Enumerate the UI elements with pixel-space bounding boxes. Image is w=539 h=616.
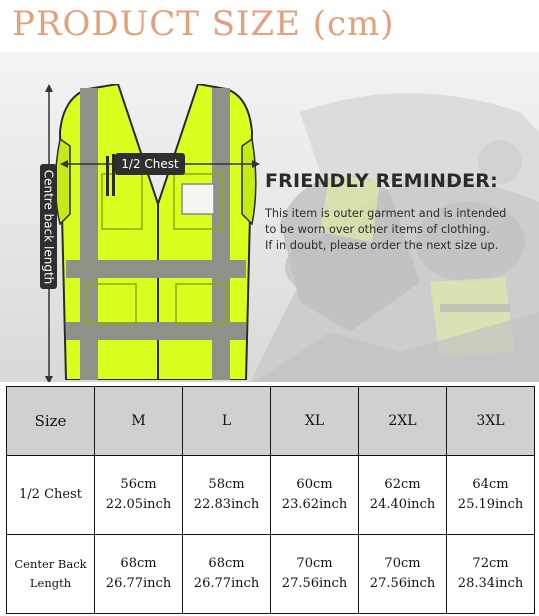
reminder-line: This item is outer garment and is intended	[265, 207, 507, 220]
back-length-measure-label: Centre back length	[40, 164, 57, 289]
header-cell: M	[95, 387, 183, 456]
reminder-line: If in doubt, please order the next size up.	[265, 239, 499, 252]
chest-measure-label: 1/2 Chest	[115, 153, 185, 175]
friendly-reminder	[265, 170, 535, 254]
table-cell: 68cm 26.77inch	[183, 535, 271, 614]
row-label: Center Back Length	[7, 535, 95, 614]
header-cell: 3XL	[447, 387, 535, 456]
table-cell: 62cm 24.40inch	[359, 456, 447, 535]
size-chart-table	[6, 386, 535, 614]
table-cell: 70cm 27.56inch	[359, 535, 447, 614]
table-cell: 60cm 23.62inch	[271, 456, 359, 535]
reminder-heading: FRIENDLY REMINDER:	[265, 170, 498, 192]
product-image	[0, 52, 539, 382]
table-cell: 58cm 22.83inch	[183, 456, 271, 535]
reminder-line: to be worn over other items of clothing.	[265, 223, 490, 236]
table-cell: 56cm 22.05inch	[95, 456, 183, 535]
table-header-row	[7, 387, 535, 456]
safety-vest-illustration	[50, 84, 260, 380]
table-row	[7, 535, 535, 614]
header-cell: XL	[271, 387, 359, 456]
row-label: 1/2 Chest	[7, 456, 95, 535]
table-cell: 70cm 27.56inch	[271, 535, 359, 614]
header-cell: L	[183, 387, 271, 456]
table-cell: 64cm 25.19inch	[447, 456, 535, 535]
page-title: PRODUCT SIZE (cm)	[12, 4, 395, 44]
header-cell: 2XL	[359, 387, 447, 456]
table-cell: 68cm 26.77inch	[95, 535, 183, 614]
header-cell: Size	[7, 387, 95, 456]
table-row	[7, 456, 535, 535]
table-cell: 72cm 28.34inch	[447, 535, 535, 614]
